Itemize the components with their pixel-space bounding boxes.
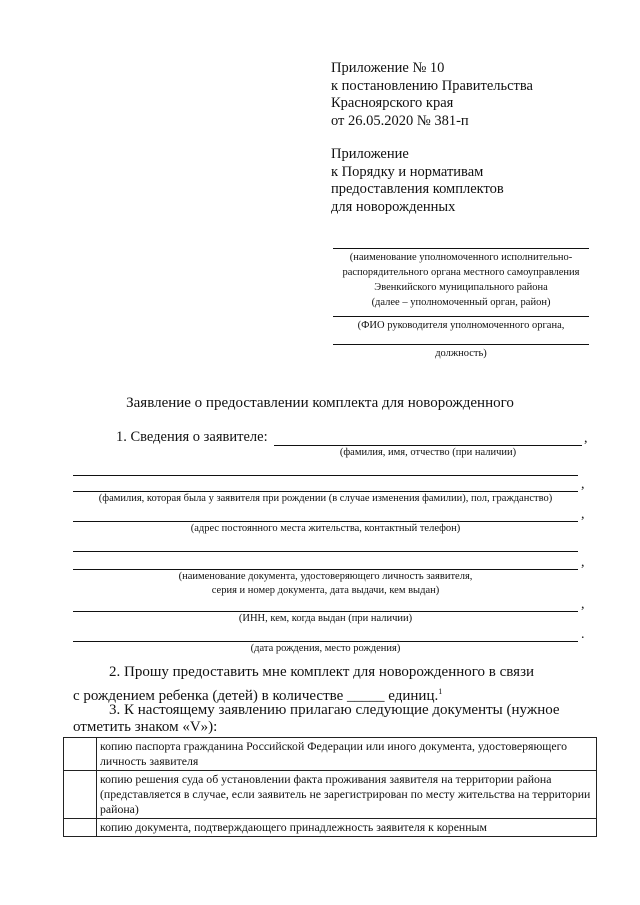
comma: , (581, 597, 585, 612)
position-line[interactable] (333, 344, 589, 345)
caption-text: Эвенкийского муниципального района (374, 282, 548, 293)
appendix-line: Приложение (331, 146, 409, 162)
table-row (64, 738, 597, 771)
document-item: копию решения суда об установлении факта проживания заявителя на территории района (представляется в случае, если заявитель не зарегистрирован по месту жительства на территории района) (97, 771, 597, 819)
section2-line1: 2. Прошу предоставить мне комплект для новорожденного в связи (109, 664, 535, 680)
comma: , (581, 507, 585, 522)
id-doc-caption-1: (наименование документа, удостоверяющего личность заявителя, (178, 571, 473, 582)
head-caption: (ФИО руководителя уполномоченного органа, (357, 320, 565, 331)
document-item: копию паспорта гражданина Российской Федерации или иного документа, удостоверяющего личность заявителя (97, 738, 597, 771)
document-item: копию документа, подтверждающего принадлежность заявителя к коренным (97, 819, 597, 837)
checkbox-cell[interactable] (64, 738, 97, 771)
comma: , (581, 477, 585, 492)
address-caption: (адрес постоянного места жительства, контактный телефон) (190, 523, 461, 534)
caption-text: распорядительного органа местного самоуправления (342, 267, 580, 278)
comma: , (581, 555, 585, 570)
appendix-header (331, 60, 533, 216)
org-caption (333, 250, 589, 310)
appendix-line: к постановлению Правительства (331, 77, 533, 94)
table-row (64, 771, 597, 819)
section3-line2: отметить знаком «V»): (73, 719, 218, 735)
appendix-line: от 26.05.2020 № 381-п (331, 112, 469, 129)
appendix-line: Приложение № 10 (331, 60, 445, 76)
caption-text: (наименование уполномоченного исполнительно- (349, 252, 573, 263)
address-line[interactable] (73, 521, 578, 522)
fio-line[interactable] (274, 445, 582, 446)
checkbox-cell[interactable] (64, 771, 97, 819)
footnote-mark: 1 (438, 687, 443, 696)
id-doc-line-1[interactable] (73, 551, 578, 552)
birthdate-caption: (дата рождения, место рождения) (250, 643, 401, 654)
head-name-line[interactable] (333, 316, 589, 317)
org-name-line[interactable] (333, 248, 589, 249)
appendix-line: к Порядку и нормативам (331, 163, 484, 180)
table-row (64, 819, 597, 837)
birthdate-line[interactable] (73, 641, 578, 642)
position-caption: должность) (435, 348, 487, 359)
appendix-line: для новорожденных (331, 198, 456, 215)
birth-surname-line-1[interactable] (73, 475, 578, 476)
section1-label: 1. Сведения о заявителе: (116, 429, 268, 445)
id-doc-caption-2: серия и номер документа, дата выдачи, кем выдан) (211, 585, 440, 596)
appendix-line: Красноярского края (331, 95, 454, 111)
inn-caption: (ИНН, кем, когда выдан (при наличии) (238, 613, 413, 624)
document-title: Заявление о предоставлении комплекта для новорожденного (126, 395, 514, 411)
birth-surname-caption: (фамилия, которая была у заявителя при рождении (в случае изменения фамилии), пол, гражданство) (98, 493, 553, 504)
comma: , (584, 431, 588, 446)
period: . (581, 627, 585, 642)
documents-table (63, 737, 597, 837)
section2-text: с рождением ребенка (детей) в количестве _____ единиц. (73, 688, 439, 704)
checkbox-cell[interactable] (64, 819, 97, 837)
inn-line[interactable] (73, 611, 578, 612)
birth-surname-line-2[interactable] (73, 491, 578, 492)
appendix-line: предоставления комплектов (331, 181, 504, 197)
id-doc-line-2[interactable] (73, 569, 578, 570)
fio-caption: (фамилия, имя, отчество (при наличии) (339, 447, 517, 458)
caption-text: (далее – уполномоченный орган, район) (371, 297, 551, 308)
section3-line1: 3. К настоящему заявлению прилагаю следующие документы (нужное (109, 702, 560, 718)
